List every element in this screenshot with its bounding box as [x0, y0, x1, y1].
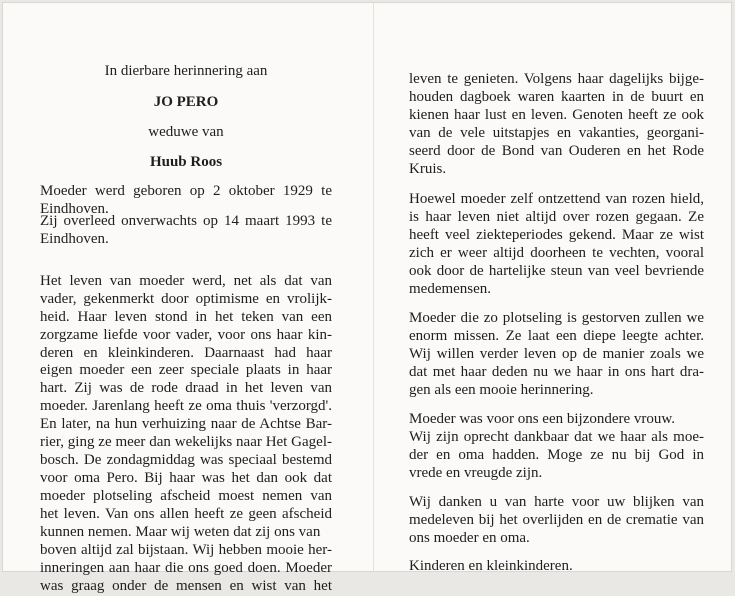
paragraph-line: der en oma hadden. Moge ze nu bij God in	[409, 447, 704, 463]
story-line: En later, na hun verhuizing naar de Achtse Bar-	[40, 416, 332, 432]
paragraph-line: is haar leven niet altijd over rozen gegaan. Ze	[409, 209, 704, 225]
relation-text: weduwe van	[148, 124, 224, 140]
paragraph-line: medemensen.	[409, 281, 492, 297]
paragraph-line: medeleven bij het overlijden en de crematie van	[409, 512, 704, 528]
story-line: inneringen aan haar die ons goed doen. Moeder	[40, 560, 332, 576]
death-line: Zij overleed onverwachts op 14 maart 1993 te	[40, 213, 332, 229]
story-line: Het leven van moeder werd, net als dat van	[40, 273, 332, 289]
paragraph-line: Wij zijn oprecht dankbaar dat we haar als moe-	[409, 429, 704, 445]
paragraph-line: vrede en vreugde zijn.	[409, 465, 543, 481]
paragraph-line: Wij danken u van harte voor uw blijken van	[409, 494, 704, 510]
paragraph-line: enorm missen. Ze laat een diepe leegte achter.	[409, 328, 704, 344]
story-line: kunnen nemen. Maar wij weten dat zij ons van	[40, 524, 321, 540]
deceased-name: JO PERO	[153, 94, 219, 110]
paragraph-line: heeft veel ziekteperiodes gekend. Maar ze wist	[409, 227, 704, 243]
birth-line: Moeder werd geboren op 2 oktober 1929 te	[40, 183, 332, 199]
story-line: boven altijd zal bijstaan. Wij hebben mooie her-	[40, 542, 332, 558]
signature: Kinderen en kleinkinderen.	[409, 558, 573, 574]
memorial-card	[2, 2, 732, 594]
spouse-name: Huub Roos	[149, 154, 223, 170]
card-fold-line	[373, 3, 374, 571]
paragraph-line: van de vele uitstapjes en vakanties, georgani-	[409, 125, 704, 141]
story-line: rier, ging ze meer dan wekelijks naar Het Gagel-	[40, 434, 332, 450]
story-line: voor oma Pero. Bij haar was het dan ook dat	[40, 470, 332, 486]
story-line: deren en kleinkinderen. Daarnaast had haar	[40, 345, 332, 361]
intro-text: In dierbare herinnering aan	[104, 63, 268, 79]
paragraph-line: Hoewel moeder zelf ontzettend van rozen hield,	[409, 191, 704, 207]
paragraph-line: ook door de hartelijke steun van veel bevriende	[409, 263, 704, 279]
paragraph-line: zich er weer altijd doorheen te vechten, vooral	[409, 245, 704, 261]
story-line: heid. Haar leven stond in het teken van een	[40, 309, 332, 325]
birth-line: Eindhoven.	[40, 201, 109, 217]
paragraph-line: leven te genieten. Volgens haar dagelijks bijge-	[409, 71, 704, 87]
paragraph-line: dat met haar deden nu we haar in ons hart dra-	[409, 364, 704, 380]
death-line: Eindhoven.	[40, 231, 109, 247]
story-line: moeder plotseling afscheid moest nemen van	[40, 488, 332, 504]
paragraph-line: houden dagboek waren kaarten in de buurt en	[409, 89, 704, 105]
paragraph-line: Moeder die zo plotseling is gestorven zullen we	[409, 310, 704, 326]
paragraph-line: kienen haar lust en leven. Genoten heeft ze ook	[409, 107, 704, 123]
paragraph-line: seerd door de Bond van Ouderen en het Rode	[409, 143, 704, 159]
paragraph-line: Kruis.	[409, 161, 447, 177]
story-line: hart. Zij was de rode draad in het leven van	[40, 380, 332, 396]
story-line: zorgzame liefde voor vader, voor ons haar kin-	[40, 327, 332, 343]
story-line: eigen moeder een zeer speciale plaats in haar	[40, 362, 332, 378]
paragraph-line: Wij willen verder leven op de manier zoals we	[409, 346, 704, 362]
story-line: bosch. De zondagmiddag was speciaal bestemd	[40, 452, 332, 468]
paragraph-line: gen als een mooie herinnering.	[409, 382, 594, 398]
paragraph-line: Moeder was voor ons een bijzondere vrouw.	[409, 411, 676, 427]
story-line: het leven. Van ons allen heeft ze geen afscheid	[40, 506, 332, 522]
story-line: vader, gekenmerkt door optimisme en vrolijk-	[40, 291, 332, 307]
story-line: was graag onder de mensen en wist van het	[40, 578, 332, 594]
story-line: moeder. Jarenlang heeft ze oma thuis 'verzorgd'.	[40, 398, 332, 414]
paragraph-line: ons moeder en oma.	[409, 530, 530, 546]
